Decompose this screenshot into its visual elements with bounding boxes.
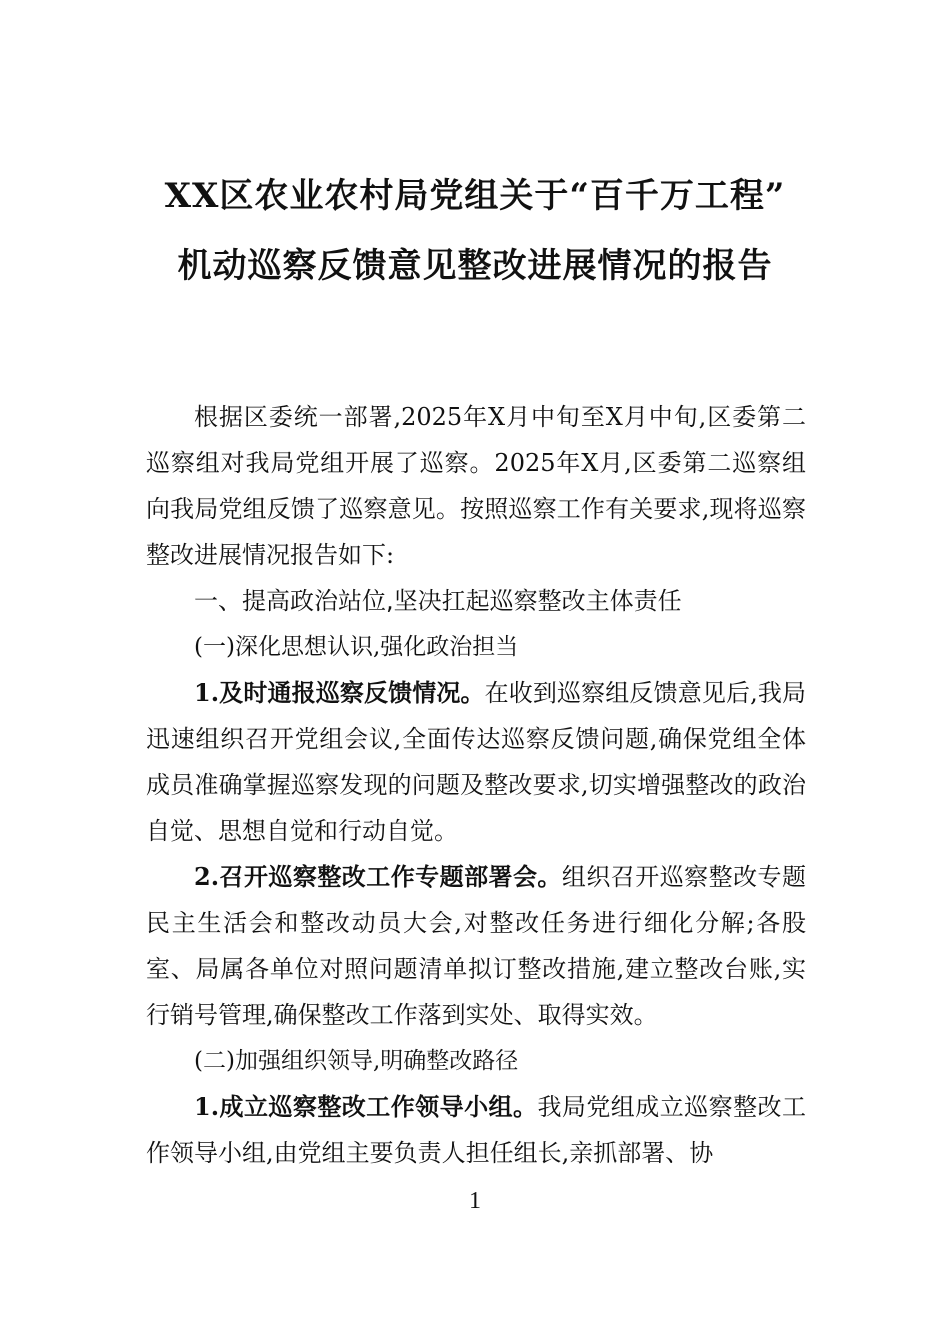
item-2-lead: 2.召开巡察整改工作专题部署会。 [194,862,562,891]
intro-paragraph: 根据区委统一部署,2025年X月中旬至X月中旬,区委第二巡察组对我局党组开展了巡察。2025年X月,区委第二巡察组向我局党组反馈了巡察意见。按照巡察工作有关要求,现将巡察整改进展情况报告如下: [146,403,806,569]
document-body [146,394,806,1176]
paragraph-item-3 [146,1084,806,1176]
paragraph-item-2 [146,854,806,1038]
page-number: 1 [469,1188,481,1214]
item-3-lead: 1.成立巡察整改工作领导小组。 [194,1092,538,1121]
item-1-text: 在收到巡察组反馈意见后,我局迅速组织召开党组会议,全面传达巡察反馈问题,确保党组全体成员准确掌握巡察发现的问题及整改要求,切实增强整改的政治自觉、思想自觉和行动自觉。 [146,679,806,845]
item-1-lead: 1.及时通报巡察反馈情况。 [194,678,485,707]
section-heading-1: 一、提高政治站位,坚决扛起巡察整改主体责任 [194,587,682,615]
document-title-line-2: 机动巡察反馈意见整改进展情况的报告 [177,246,773,286]
subsection-heading-1: (一)深化思想认识,强化政治担当 [194,634,519,660]
paragraph-item-1 [146,670,806,854]
document-title-line-1: XX区农业农村局党组关于“百千万工程” [164,176,786,216]
item-2-text: 组织召开巡察整改专题民主生活会和整改动员大会,对整改任务进行细化分解;各股室、局属各单位对照问题清单拟订整改措施,建立整改台账,实行销号管理,确保整改工作落到实处、取得实效。 [146,863,806,1029]
subsection-heading-2: (二)加强组织领导,明确整改路径 [194,1048,519,1074]
item-3-text: 我局党组成立巡察整改工作领导小组,由党组主要负责人担任组长,亲抓部署、协 [146,1093,806,1167]
